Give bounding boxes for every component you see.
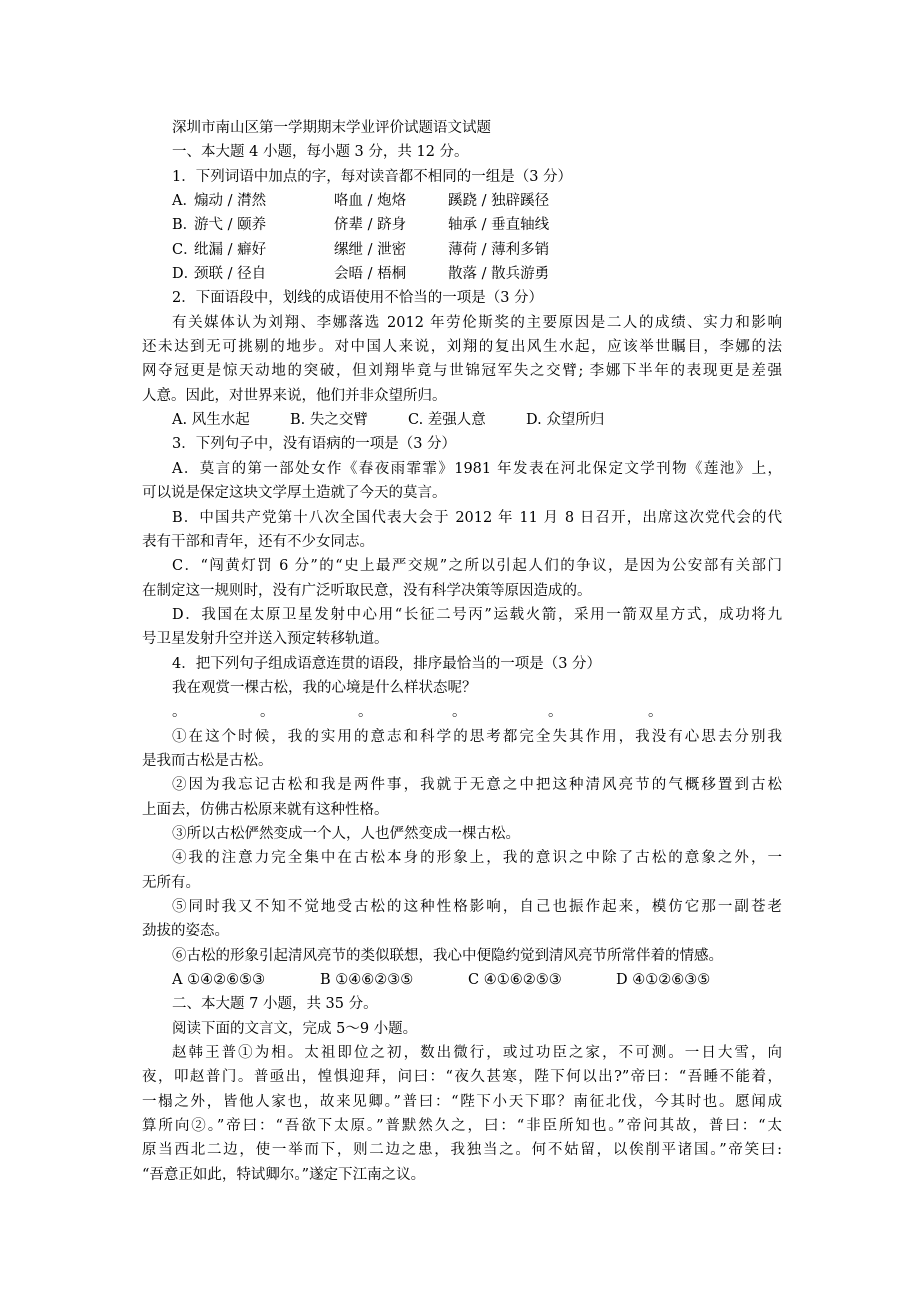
option-label: D．	[172, 266, 199, 283]
option-label: C．	[172, 241, 198, 258]
q2-option-a: A. 风生水起	[172, 412, 250, 429]
option-item: 咯血 / 炮烙	[334, 193, 407, 210]
q4-stem: 4．把下列句子组成语意连贯的语段，排序最恰当的一项是（3 分）	[172, 655, 602, 672]
option-label: B．	[172, 217, 198, 234]
q2-option-b: B. 失之交臂	[290, 412, 368, 429]
q3-option-a-line2: 可以说是保定这块文学厚土造就了今天的莫言。	[142, 485, 447, 502]
section2-heading: 二、本大题 7 小题，共 35 分。	[172, 996, 378, 1013]
classical-passage-line: “吾意正如此，特试卿尔。”遂定下江南之议。	[142, 1166, 426, 1183]
option-item: 煽动 / 潸然	[194, 193, 267, 210]
blank-marker: 。	[648, 704, 663, 721]
q4-option-d: D ④①②⑥③⑤	[616, 972, 711, 989]
q4-sentence-1-line2: 是我而古松是古松。	[142, 752, 273, 769]
q2-option-c: C. 差强人意	[408, 412, 486, 429]
option-label: A．	[172, 193, 197, 210]
q4-blank-markers	[142, 700, 782, 724]
q3-option-b-line2: 表有干部和青年，还有不少女同志。	[142, 533, 374, 550]
classical-passage-line: 赵韩王普①为相。太祖即位之初，数出微行，或过功臣之家，不可测。一日大雪，向	[172, 1045, 782, 1062]
q3-option-d-line2: 号卫星发射升空并送入预定转移轨道。	[142, 631, 389, 648]
document-title: 深圳市南山区第一学期期末学业评价试题语文试题	[172, 120, 491, 136]
option-item: 轴承 / 垂直轴线	[448, 217, 550, 234]
q1-stem: 1．下列词语中加点的字，每对读音都不相同的一组是（3 分）	[172, 168, 573, 185]
blank-marker: 。	[172, 704, 187, 721]
q4-sentence-1-line1: ①在这个时候，我的实用的意志和科学的思考都完全失其作用，我没有心思去分别我	[172, 728, 782, 745]
classical-passage-line: 算所向②。”帝曰：“吾欲下太原。”普默然久之，曰：“非臣所知也。”帝问其故，普曰：“太	[142, 1118, 782, 1135]
q3-option-b-line1: B．中国共产党第十八次全国代表大会于 2012 年 11 月 8 日召开，出席这次党代会的代	[172, 509, 782, 526]
q3-option-a-line1: A．莫言的第一部处女作《春夜雨霏霏》1981 年发表在河北保定文学刊物《莲池》上，	[172, 460, 782, 477]
section1-heading: 一、本大题 4 小题，每小题 3 分，共 12 分。	[172, 144, 469, 161]
q1-option-b	[142, 213, 782, 237]
q1-option-a	[142, 189, 782, 213]
q3-option-c-line1: C．“闯黄灯罚 6 分”的“史上最严交规”之所以引起人们的争议，是因为公安部有关部门	[172, 558, 782, 575]
q4-sentence-5-line2: 劲拔的姿态。	[142, 923, 229, 940]
q2-passage-line: 网夺冠更是惊天动地的突破，但刘翔毕竟与世锦冠军失之交臂; 李娜下半年的表现更是差强	[142, 363, 782, 380]
q1-option-d	[142, 262, 782, 286]
option-item: 纰漏 / 癖好	[194, 241, 267, 258]
blank-marker: 。	[452, 704, 467, 721]
classical-passage-line: 夜，叩赵普门。普亟出，惶惧迎拜，问曰：“夜久甚寒，陛下何以出?”帝曰：“吾睡不能着，	[142, 1069, 782, 1086]
option-item: 蹊跷 / 独辟蹊径	[448, 193, 550, 210]
q4-sentence-3: ③所以古松俨然变成一个人，人也俨然变成一棵古松。	[172, 825, 520, 842]
q4-option-b: B ①④⑥②③⑤	[320, 972, 414, 989]
option-item: 缧绁 / 泄密	[334, 241, 407, 258]
q1-option-c	[142, 238, 782, 262]
option-item: 侪辈 / 跻身	[334, 217, 407, 234]
q4-options	[142, 968, 782, 992]
classical-passage-line: 原当西北二边，使一举而下，则二边之患，我独当之。何不姑留，以俟削平诸国。”帝笑曰:	[142, 1142, 782, 1159]
option-item: 会晤 / 梧桐	[334, 266, 407, 283]
q2-passage-line: 人意。因此，对世界来说，他们并非众望所归。	[142, 387, 447, 404]
q2-passage-line: 还未达到无可挑剔的地步。对中国人来说，刘翔的复出风生水起，应该举世瞩目，李娜的法	[142, 339, 782, 356]
option-item: 散落 / 散兵游勇	[448, 266, 550, 283]
q2-option-d: D. 众望所归	[526, 412, 605, 429]
q4-sentence-6: ⑥古松的形象引起清风亮节的类似联想，我心中便隐约觉到清风亮节所常伴着的情感。	[172, 947, 723, 964]
q4-sentence-2-line1: ②因为我忘记古松和我是两件事，我就于无意之中把这种清风亮节的气概移置到古松	[172, 777, 782, 794]
section2-instruction: 阅读下面的文言文，完成 5～9 小题。	[172, 1020, 418, 1037]
q2-stem: 2．下面语段中，划线的成语使用不恰当的一项是（3 分）	[172, 290, 544, 307]
option-item: 薄荷 / 薄利多销	[448, 241, 550, 258]
q4-sentence-2-line2: 上面去，仿佛古松原来就有这种性格。	[142, 801, 389, 818]
option-item: 颈联 / 径自	[194, 266, 267, 283]
q4-sentence-4-line2: 无所有。	[142, 874, 200, 891]
q3-option-d-line1: D．我国在太原卫星发射中心用“长征二号丙”运载火箭，采用一箭双星方式，成功将九	[172, 606, 782, 623]
document-body	[142, 116, 782, 1187]
q2-options	[142, 408, 782, 432]
blank-marker: 。	[260, 704, 275, 721]
q4-sentence-5-line1: ⑤同时我又不知不觉地受古松的这种性格影响，自己也振作起来，模仿它那一副苍老	[172, 899, 782, 915]
option-item: 游弋 / 颐养	[194, 217, 267, 234]
q3-stem: 3．下列句子中，没有语病的一项是（3 分）	[172, 436, 457, 453]
q4-option-a: A ①④②⑥⑤③	[172, 972, 266, 989]
q3-option-c-line2: 在制定这一规则时，没有广泛听取民意，没有科学决策等原因造成的。	[142, 582, 592, 599]
blank-marker: 。	[548, 704, 563, 721]
blank-marker: 。	[358, 704, 373, 721]
classical-passage-line: 一榻之外，皆他人家也，故来见卿。”普曰：“陛下小天下耶？南征北伐，今其时也。愿闻成	[142, 1093, 782, 1110]
q2-passage-line: 有关媒体认为刘翔、李娜落选 2012 年劳伦斯奖的主要原因是二人的成绩、实力和影响	[172, 314, 782, 331]
q4-sentence-4-line1: ④我的注意力完全集中在古松本身的形象上，我的意识之中除了古松的意象之外，一	[172, 850, 782, 867]
q4-option-c: C ④①⑥②⑤③	[468, 972, 562, 989]
q4-intro: 我在观赏一棵古松，我的心境是什么样状态呢？	[172, 679, 477, 696]
